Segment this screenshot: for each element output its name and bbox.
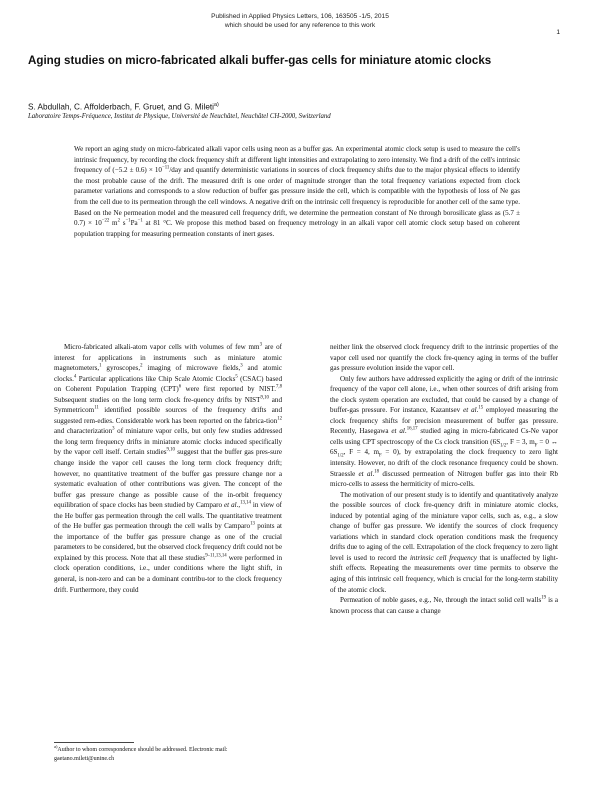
- abstract-text: at 81 °C. We propose this method based on frequency metrology in an alkali vapor cell atomic clock setup based on coherent population trapping for measuring permeation constants of inert gases.: [74, 219, 520, 238]
- affiliation: Laboratoire Temps-Fréquence, Institut de Physique, Université de Neuchâtel, Neuchâtel CH-2000, Switzerland: [28, 113, 331, 120]
- abstract-text: Pa: [130, 219, 138, 228]
- publication-line-2: which should be used for any reference to this work: [224, 22, 376, 29]
- abstract-exponent: −1: [137, 218, 143, 224]
- paragraph: Micro-fabricated alkali-atom vapor cells with volumes of few $mm^3$ are of interest for applications in instruments such as miniature atomic magnetometers,$^1$ gyroscopes,$^2$ imaging of microwave fields,$^3$ and atomic clocks.$^4$ Particular applications like Chip Scale Atomic Clocks$^5$ (CSAC) based on Coherent Population Trapping (CPT)$^6$ were first reported by NIST.$^{7,8}$ Subsequent studies on the long term clock fre-quency drifts by NIST$^{9,10}$ and Symmetricom$^{11}$ identified possible sources of the frequency drifts and suggested rem-edies. Considerable work has been reported on the fabrica-tion$^{12}$ and characterization$^3$ of miniature vapor cells, but only few studies addressed the long term frequency drifts in miniature atomic clocks induced specifically by the vapor cell itself. Certain studies$^{9,10}$ suggest that the buffer gas pres-sure change inside the vapor cell causes the long term clock frequency drift; however, no quantitative treatment of the buffer gas pressure change nor a systematic evaluation of other contributions was given. The concept of the buffer gas pressure change as possible cause of the in-orbit frequency equilibration of space clocks has been studied by Camparo et al.,$^{13,14}$ in view of the He buffer gas permeation through the cell walls. The quantitative treatment of the He buffer gas permeation through the cell walls by Camparo$^{13}$ points at the importance of the buffer gas pressure change as one of the crucial parameters to be considered, but the observed clock frequency drift could not be explained by this process. Note that all these studies$^{9-11,13,14}$ were performed in clock operation conditions, i.e., under conditions where the light shift, in general, is non-zero and can be a dominant contribu-tor to the clock frequency drift. Furthermore, they could: [54, 342, 283, 594]
- abstract-exponent: −11: [161, 165, 170, 171]
- abstract-exponent: −1: [125, 218, 131, 224]
- abstract-text: We report an aging study on micro-fabricated alkali vapor cells using neon as a buffer gas. An experimental atomic clock setup is used to measure the cell's intrinsic frequency, by recording the clock frequency shift at different light intensities and extrapolating to zero intensity. We find a drift of the cell's intrinsic frequency of (−5.2 ± 0.6) × 10: [74, 145, 520, 175]
- body-column-left: [54, 342, 282, 595]
- publication-line-1: Published in Applied Physics Letters, 106, 163505 -1/5, 2015: [211, 13, 389, 20]
- authors-text: S. Abdullah, C. Affolderbach, F. Gruet, and G. Mileti: [28, 102, 214, 112]
- publication-note: [0, 12, 600, 30]
- body-column-right: [330, 342, 558, 616]
- abstract-exponent: 2: [117, 218, 120, 224]
- paragraph: Permeation of noble gases, e.g., Ne, through the intact solid cell walls$^{19}$ is a known process that can cause a change: [330, 595, 558, 615]
- paragraph: Only few authors have addressed explicitly the aging or drift of the intrinsic frequency of the vapor cell alone, i.e., when other sources of drift arising from the clock system operation are excluded, that could be caused by a change of buffer-gas pressure. For instance, Kazantsev et al.$^{15}$ employed measuring the clock frequency shifts for precision measurement of buffer gas pressure. Recently, Hasegawa et al.$^{16,17}$ studied aging in micro-fabricated Cs-Ne vapor cells using CPT spectroscopy of the Cs clock transition ($6S_{1/2}$, F = 3, $m_F = 0$ ↔ $6S_{1/2}$, F = 4, $m_F = 0$), by extrapolating the clock frequency to zero light intensity. However, no drift of the clock resonance frequency could be shown. Straessle et al.$^{18}$ discussed permeation of Nitrogen buffer gas into their Rb micro-cells to assess the hermiticity of micro-cells.: [330, 374, 559, 489]
- footnote-mark: a): [54, 744, 58, 749]
- author-footnote-mark: a): [213, 102, 219, 108]
- abstract-text: m: [109, 219, 118, 228]
- abstract: [74, 144, 520, 239]
- footnote-text: Author to whom correspondence should be addressed. Electronic mail: gaetano.mileti@unine.ch: [54, 747, 228, 762]
- footnote: [54, 746, 282, 763]
- paragraph: The motivation of our present study is to identify and quantitatively analyze the possible sources of clock fre-quency drift in miniature atomic clocks, induced by potential aging of the miniature vapor cells, such as, e.g., a slow change of buffer gas pressure. We identify the sources of clock frequency variations which in standard clock operation conditions mask the frequency drifts due to aging of the cell. Extrapolation of the clock frequency to zero light level is used to record the intrinsic cell frequency that is unaffected by light-shift effects. Repeating the measurements over time permits to observe the aging of this intrinsic cell frequency, which is crucial for the long-term stability of the atomic clock.: [330, 490, 558, 594]
- abstract-text: s: [119, 219, 126, 228]
- author-list: [28, 100, 568, 113]
- paragraph: neither link the observed clock frequency drift to the intrinsic properties of the vapor cell used nor quantify the clock fre-quency aging in terms of the buffer gas pressure evolution inside the vapor cell.: [330, 343, 558, 373]
- paper-title: Aging studies on micro-fabricated alkali buffer-gas cells for miniature atomic clocks: [28, 54, 492, 67]
- abstract-exponent: −22: [101, 218, 110, 224]
- page-number: 1: [556, 29, 560, 36]
- footnote-divider: [54, 742, 134, 743]
- abstract-text: /day and quantify deterministic variations in sources of clock frequency shifts due to the major physical effects to identify the most probable cause of the drift. The measured drift is one order of magnitude stronger than the total frequency variations expected from clock parameter variations and corresponds to a slow reduction of buffer gas pressure inside the cell, which is compatible with the hypothesis of loss of Ne gas from the cell due to its permeation through the cell windows. A negative drift on the intrinsic cell frequency is reproducible for another cell of the same type. Based on the Ne permeation model and the measured cell frequency drift, we determine the permeation constant of Ne through borosilicate glass as (5.7 ± 0.7) × 10: [74, 166, 520, 228]
